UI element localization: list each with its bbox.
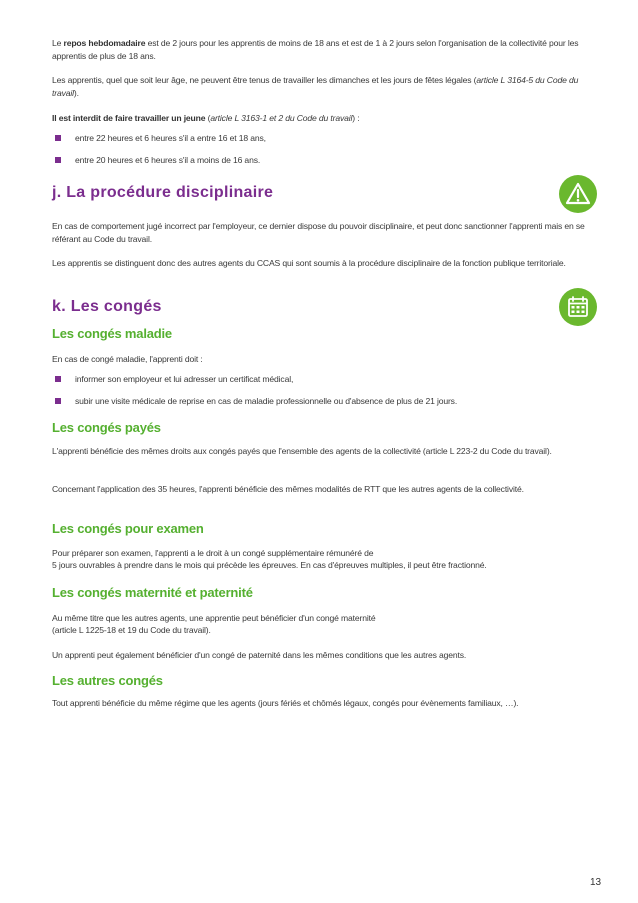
italic-reference: article L 3164-5 du Code du travail xyxy=(52,75,579,98)
text: Les apprentis, quel que soit leur âge, ne peuvent être tenus de travailler les dimanches et les jours de fêtes légales ( xyxy=(52,75,477,85)
text: ) : xyxy=(352,113,360,123)
bold-text: repos hebdomadaire xyxy=(63,38,146,48)
paragraph-conges-payes: L'apprenti bénéficie des mêmes droits aux congés payés que l'ensemble des agents de la collectivité (article L 223-2 du Code du travail). xyxy=(52,446,552,456)
italic-reference: article L 3163-1 et 2 du Code du travail xyxy=(210,113,353,123)
section-title-procedure-disciplinaire: j. La procédure disciplinaire xyxy=(52,184,274,201)
bold-text: Il est interdit de faire travailler un jeune xyxy=(52,113,206,123)
page-number: 13 xyxy=(590,877,602,888)
subsection-title-conges-examen: Les congés pour examen xyxy=(52,521,204,536)
paragraph-maladie-intro: En cas de congé maladie, l'apprenti doit : xyxy=(52,354,203,364)
section-title-conges: k. Les congés xyxy=(52,298,162,315)
bullet-square-icon xyxy=(55,135,61,141)
bullet-square-icon xyxy=(55,398,61,404)
list-item-text: entre 20 heures et 6 heures s'il a moins de 16 ans. xyxy=(75,155,261,165)
text: est de 2 jours pour les apprentis de moins de 18 ans et est de 1 à 2 jours selon l'organisation de la collectivité pour les apprentis de plus de 18 ans. xyxy=(52,38,579,61)
paragraph-interdit xyxy=(52,112,586,125)
paragraph-examen-line-1: Pour préparer son examen, l'apprenti a le droit à un congé supplémentaire rémunéré de xyxy=(52,548,374,558)
paragraph-examen-line-2: 5 jours ouvrables à prendre dans le mois qui précède les épreuves. En cas d'épreuves multiples, il peut être fractionné. xyxy=(52,560,487,570)
warning-icon xyxy=(559,175,597,213)
paragraph-dimanches xyxy=(52,74,586,99)
subsection-title-autres-conges: Les autres congés xyxy=(52,673,163,688)
subsection-title-conges-maladie: Les congés maladie xyxy=(52,326,172,341)
paragraph-paternite: Un apprenti peut également bénéficier d'un congé de paternité dans les mêmes conditions que les autres agents. xyxy=(52,650,467,660)
subsection-title-conges-payes: Les congés payés xyxy=(52,420,161,435)
subsection-title-conges-maternite-paternite: Les congés maternité et paternité xyxy=(52,585,253,600)
list-item-text: subir une visite médicale de reprise en cas de maladie professionnelle ou d'absence de plus de 21 jours. xyxy=(75,396,458,406)
text: ( xyxy=(205,113,211,123)
paragraph-ccas: Les apprentis se distinguent donc des autres agents du CCAS qui sont soumis à la procédure disciplinaire de la fonction publique territoriale. xyxy=(52,258,566,268)
paragraph-maternite-line-2: (article L 1225-18 et 19 du Code du travail). xyxy=(52,625,211,635)
paragraph-repos-hebdomadaire xyxy=(52,37,586,62)
paragraph-autres-conges: Tout apprenti bénéficie du même régime que les agents (jours fériés et chômés légaux, congés pour évènements familiaux, …). xyxy=(52,698,519,708)
bullet-square-icon xyxy=(55,376,61,382)
text: Le xyxy=(52,38,64,48)
calendar-icon xyxy=(559,288,597,326)
text: ). xyxy=(73,87,79,98)
list-item-text: informer son employeur et lui adresser un certificat médical, xyxy=(75,374,294,384)
bullet-square-icon xyxy=(55,157,61,163)
list-item-text: entre 22 heures et 6 heures s'il a entre 16 et 18 ans, xyxy=(75,133,266,143)
paragraph-pouvoir-disciplinaire: En cas de comportement jugé incorrect par l'employeur, ce dernier dispose du pouvoir disciplinaire, et peut donc sanctionner l'apprenti mais en se référant au Code du travail. xyxy=(52,221,585,244)
paragraph-rtt: Concernant l'application des 35 heures, l'apprenti bénéficie des mêmes modalités de RTT que les autres agents de la collectivité. xyxy=(52,484,524,494)
paragraph-maternite-line-1: Au même titre que les autres agents, une apprentie peut bénéficier d'un congé maternité xyxy=(52,613,376,623)
